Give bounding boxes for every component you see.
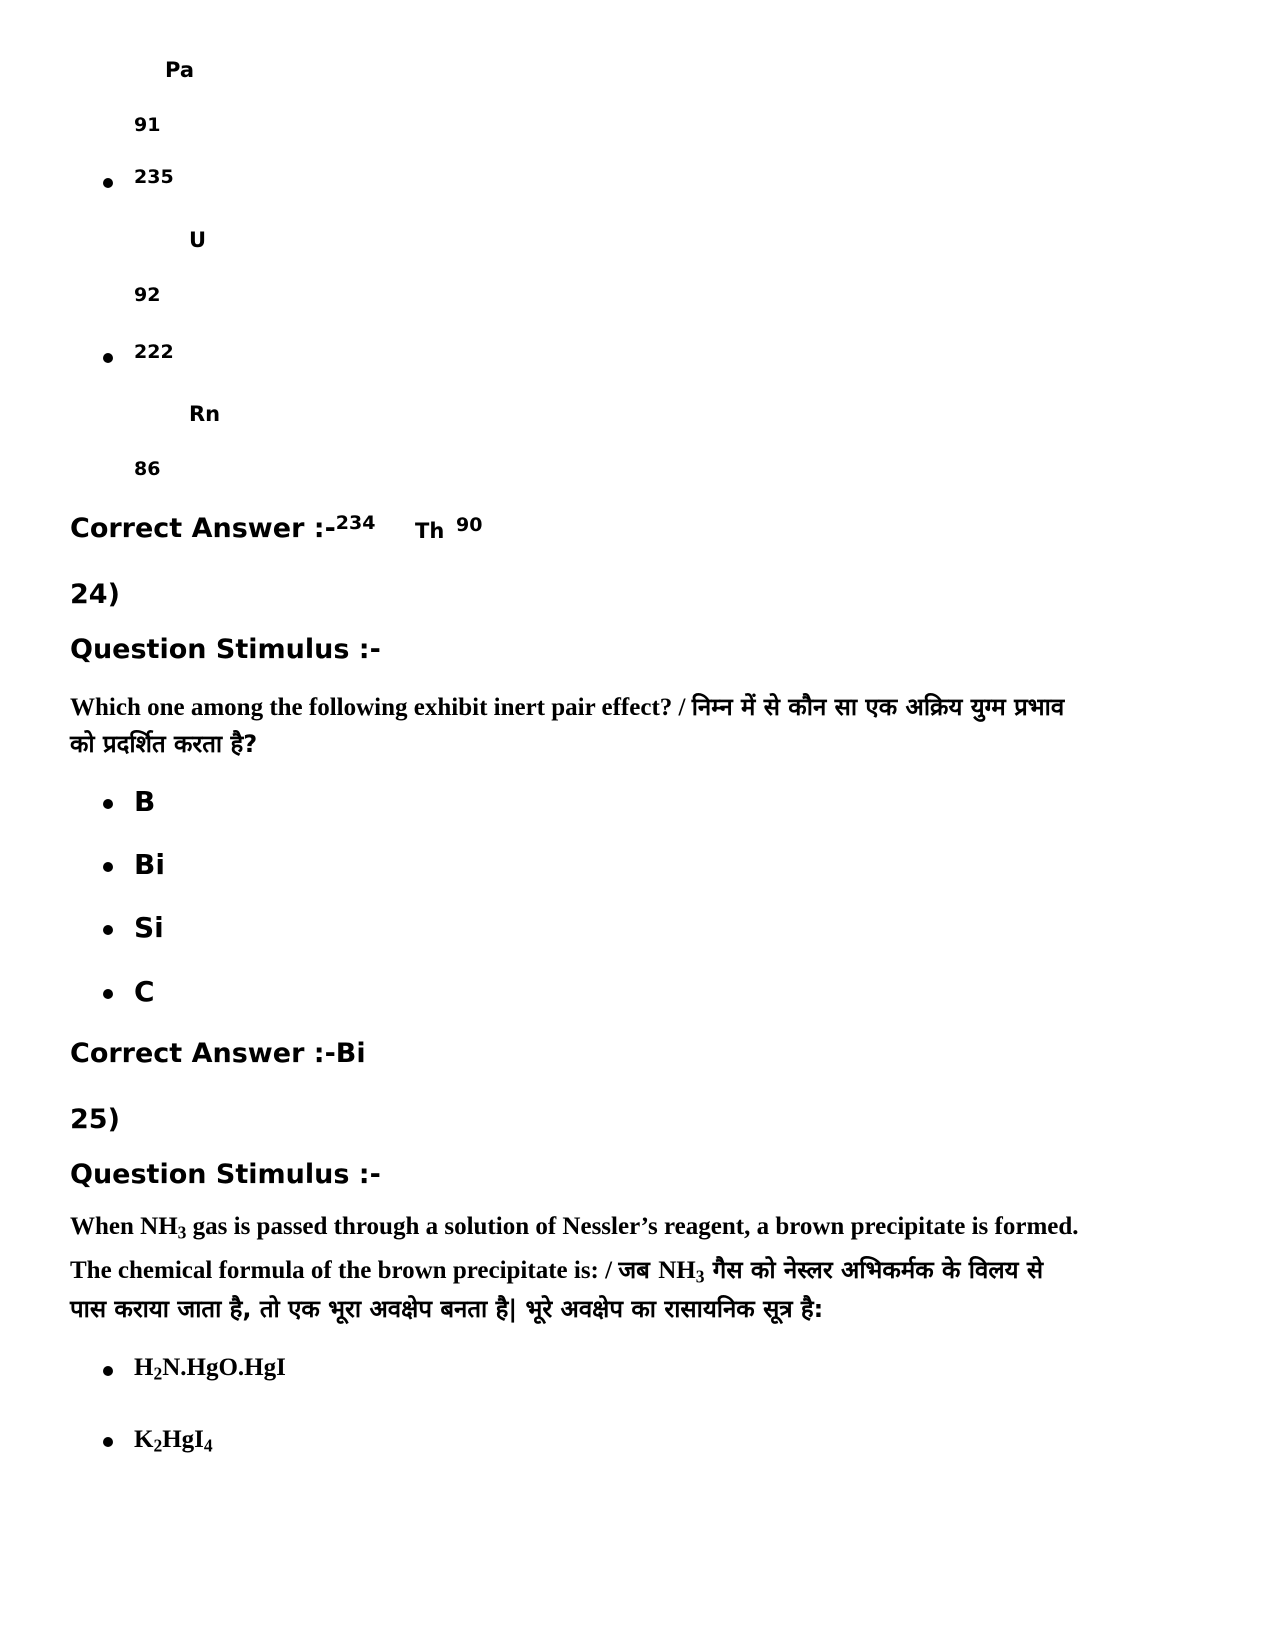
bullet-icon	[103, 925, 113, 935]
question-text	[70, 690, 1064, 723]
option-bi: Bi	[134, 848, 165, 881]
bullet-icon	[103, 178, 113, 188]
bullet-icon	[103, 989, 113, 999]
option-k2hgi4	[134, 1426, 213, 1454]
option-pa-atomic-number: 91	[134, 114, 161, 136]
bullet-icon	[103, 353, 113, 363]
option-h2n-hgo-hgi	[134, 1354, 286, 1382]
subscript: 4	[203, 1435, 213, 1456]
text-segment: NH	[658, 1257, 696, 1284]
subscript: 2	[153, 1363, 163, 1384]
question-text-english: Which one among the following exhibit inert pair effect? /	[70, 694, 692, 721]
answer-mass-number: 234	[335, 512, 376, 534]
text-segment: N.HgO.HgI	[162, 1354, 286, 1381]
correct-answer: Correct Answer :-Bi	[70, 1038, 366, 1069]
option-pa-symbol: Pa	[165, 58, 194, 82]
option-u-symbol: U	[189, 228, 207, 252]
text-segment-hindi: जब	[618, 1256, 659, 1284]
text-segment: HgI	[162, 1426, 204, 1453]
text-segment: The chemical formula of the brown precipitate is: /	[70, 1257, 619, 1284]
question-number: 24)	[70, 579, 120, 610]
question-text-line1	[70, 1213, 1079, 1241]
text-segment-hindi: गैस को नेस्लर अभिकर्मक के विलय से	[704, 1256, 1044, 1284]
text-segment: When NH	[70, 1213, 178, 1240]
subscript: 2	[153, 1435, 163, 1456]
question-stimulus-label: Question Stimulus :-	[70, 634, 381, 665]
question-number: 25)	[70, 1104, 120, 1135]
option-rn-atomic-number: 86	[134, 458, 161, 480]
answer-symbol: Th	[415, 519, 445, 543]
bullet-icon	[103, 1366, 113, 1376]
question-text-line3: पास कराया जाता है, तो एक भूरा अवक्षेप बनता है| भूरे अवक्षेप का रासायनिक सूत्र है:	[70, 1295, 824, 1323]
text-segment: gas is passed through a solution of Nessler’s reagent, a brown precipitate is formed.	[186, 1213, 1079, 1240]
text-segment: K	[134, 1426, 154, 1453]
text-segment: H	[134, 1354, 154, 1381]
subscript: 3	[695, 1266, 705, 1287]
bullet-icon	[103, 862, 113, 872]
option-rn-symbol: Rn	[189, 402, 221, 426]
question-text-hindi-line2: को प्रदर्शित करता है?	[70, 730, 258, 758]
question-stimulus-label: Question Stimulus :-	[70, 1159, 381, 1190]
question-text-line2	[70, 1253, 1043, 1286]
correct-answer-label: Correct Answer :-	[70, 513, 336, 544]
subscript: 3	[177, 1222, 187, 1243]
option-si: Si	[134, 911, 164, 944]
option-u-atomic-number: 92	[134, 284, 161, 306]
question-text-hindi: निम्न में से कौन सा एक अक्रिय युग्म प्रभाव	[691, 693, 1065, 721]
bullet-icon	[103, 1437, 113, 1447]
option-u-mass-number: 235	[134, 166, 174, 188]
option-c: C	[134, 975, 155, 1008]
bullet-icon	[103, 799, 113, 809]
option-rn-mass-number: 222	[134, 341, 174, 363]
prev-correct-answer	[70, 513, 375, 544]
answer-atomic-number: 90	[456, 514, 483, 536]
option-b: B	[134, 785, 156, 818]
